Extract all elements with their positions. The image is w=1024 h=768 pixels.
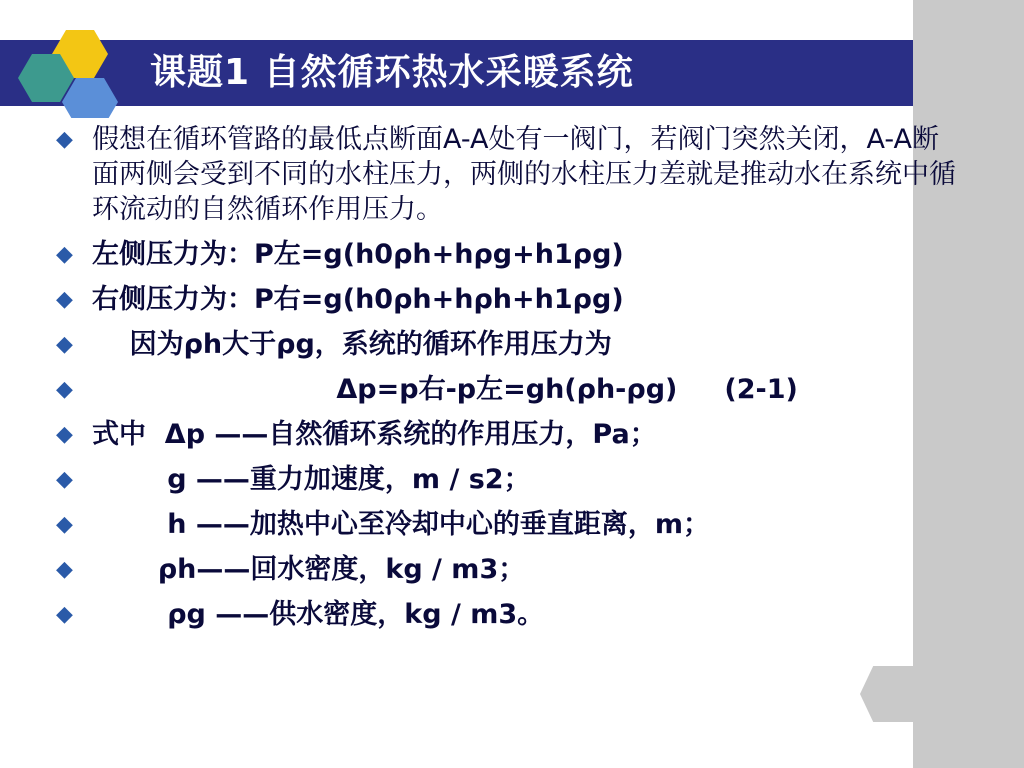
list-item: ◆ 左侧压力为：P左=g(h0ρh+hρg+h1ρg) [56, 239, 624, 270]
diamond-bullet-icon: ◆ [56, 242, 73, 267]
list-item: ◆ 因为ρh大于ρg，系统的循环作用压力为 [56, 329, 612, 360]
list-item: ◆ g ——重力加速度，m / s2； [56, 464, 531, 495]
list-item: ◆ h ——加热中心至冷却中心的垂直距离，m； [56, 509, 710, 540]
list-item: ◆ ρg ——供水密度，kg / m3。 [56, 599, 545, 630]
diamond-bullet-icon: ◆ [56, 602, 73, 627]
diamond-bullet-icon: ◆ [56, 127, 73, 152]
diamond-bullet-icon: ◆ [56, 422, 73, 447]
slide-title: 课题1 自然循环热水采暖系统 [150, 52, 634, 93]
hexagon-logo-icon [10, 28, 120, 118]
diamond-bullet-icon: ◆ [56, 557, 73, 582]
list-item: ◆ Δp=p右-p左=gh(ρh-ρg) (2-1) [56, 374, 798, 405]
list-item: ◆ 假想在循环管路的最低点断面A-A处有一阀门，若阀门突然关闭，A-A断面两侧会受到不同的水柱压力，两侧的水柱压力差就是推动水在系统中循环流动的自然循环作用压力。 [56, 124, 956, 225]
diamond-bullet-icon: ◆ [56, 332, 73, 357]
list-item: ◆ ρh——回水密度，kg / m3； [56, 554, 526, 585]
list-item: ◆ 式中 Δp ——自然循环系统的作用压力，Pa； [56, 419, 657, 450]
diamond-bullet-icon: ◆ [56, 377, 73, 402]
side-panel-tab [860, 666, 920, 722]
diamond-bullet-icon: ◆ [56, 467, 73, 492]
diamond-bullet-icon: ◆ [56, 512, 73, 537]
diamond-bullet-icon: ◆ [56, 287, 73, 312]
list-item: ◆ 右侧压力为：P右=g(h0ρh+hρh+h1ρg) [56, 284, 624, 315]
content-list [56, 122, 956, 632]
